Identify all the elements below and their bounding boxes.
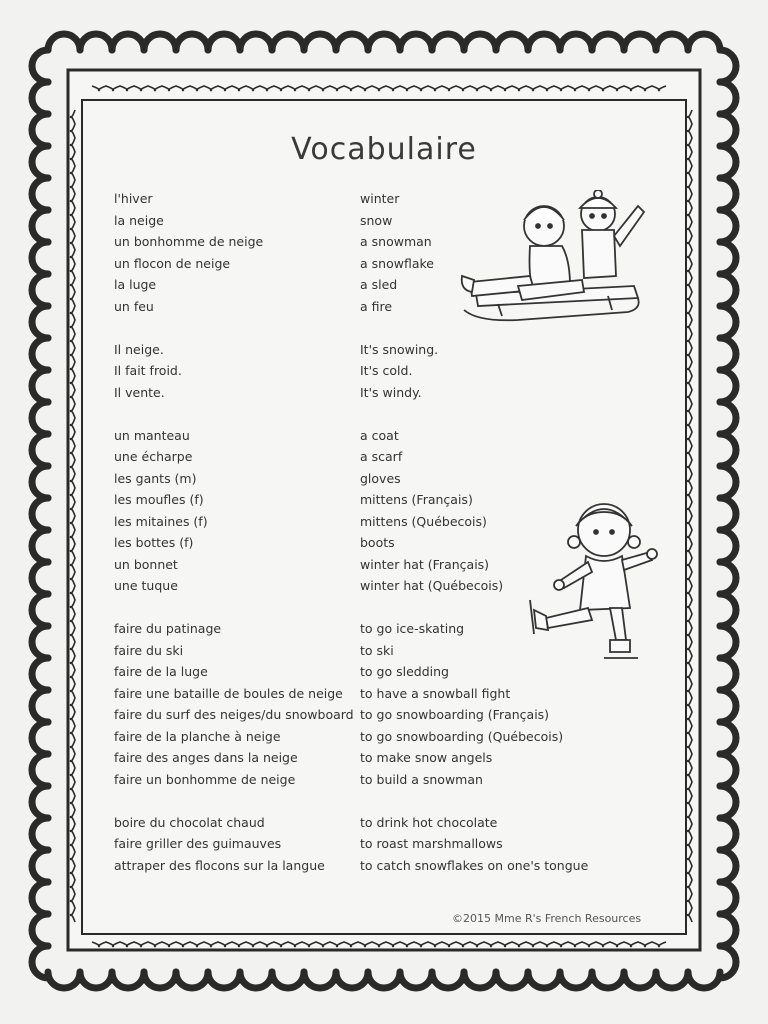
french-term: les gants (m) bbox=[114, 470, 197, 486]
frame-scallop bbox=[32, 402, 48, 434]
frame-scallop bbox=[32, 434, 48, 466]
frame-scallop bbox=[176, 972, 208, 988]
french-term: un feu bbox=[114, 298, 154, 314]
frame-scallop bbox=[176, 34, 208, 50]
english-translation: a sled bbox=[360, 277, 398, 292]
english-translation: winter bbox=[360, 191, 400, 206]
frame-scallop bbox=[720, 306, 736, 338]
french-term: une écharpe bbox=[114, 449, 193, 464]
english-translation: snow bbox=[360, 212, 393, 228]
vocab-row bbox=[114, 382, 634, 404]
frame-scallop bbox=[720, 370, 736, 402]
vocab-row bbox=[114, 812, 634, 834]
english-translation: to build a snowman bbox=[360, 771, 483, 787]
frame-scallop bbox=[32, 690, 48, 722]
frame-scallop bbox=[720, 594, 736, 626]
frame-scallop bbox=[272, 972, 304, 988]
english-translation: to make snow angels bbox=[360, 750, 493, 765]
english-translation: to drink hot chocolate bbox=[360, 814, 498, 830]
frame-scallop bbox=[48, 34, 80, 50]
kids-on-sled-illustration bbox=[458, 190, 650, 330]
english-translation: gloves bbox=[360, 470, 401, 486]
girl-ice-skating-illustration bbox=[526, 490, 660, 668]
copyright-notice: ©2015 Mme R's French Resources bbox=[452, 912, 642, 925]
frame-scallop bbox=[208, 972, 240, 988]
french-term: les mitaines (f) bbox=[114, 513, 208, 529]
french-term: un bonhomme de neige bbox=[114, 234, 264, 249]
frame-scallop bbox=[464, 34, 496, 50]
frame-scallop bbox=[720, 914, 736, 946]
frame-scallop bbox=[688, 34, 720, 50]
french-term: un manteau bbox=[114, 427, 190, 443]
frame-scallop bbox=[592, 34, 624, 50]
vocab-row bbox=[114, 339, 634, 361]
frame-scallop bbox=[368, 972, 400, 988]
frame-scallop bbox=[32, 658, 48, 690]
frame-scallop bbox=[32, 754, 48, 786]
frame-scallop bbox=[368, 34, 400, 50]
french-term: faire un bonhomme de neige bbox=[114, 771, 296, 787]
frame-scallop bbox=[32, 818, 48, 850]
frame-scallop bbox=[624, 972, 656, 988]
frame-scallop bbox=[720, 626, 736, 658]
frame-scallop bbox=[208, 34, 240, 50]
frame-scallop bbox=[32, 626, 48, 658]
french-term: faire de la planche à neige bbox=[114, 728, 281, 744]
frame-scallop bbox=[720, 274, 736, 306]
group-spacer bbox=[114, 403, 634, 425]
french-term: boire du chocolat chaud bbox=[114, 814, 265, 830]
frame-scallop bbox=[720, 562, 736, 594]
frame-scallop bbox=[688, 972, 720, 988]
group-spacer bbox=[114, 790, 634, 812]
french-term: une tuque bbox=[114, 578, 178, 593]
frame-scallop bbox=[720, 178, 736, 210]
english-translation: winter hat (Québecois) bbox=[360, 578, 504, 593]
frame-scallop bbox=[32, 882, 48, 914]
english-translation: to catch snowflakes on one's tongue bbox=[360, 857, 589, 873]
frame-scallop bbox=[720, 498, 736, 530]
frame-scallop bbox=[656, 34, 688, 50]
english-translation: to roast marshmallows bbox=[360, 836, 503, 851]
vocab-row bbox=[114, 704, 634, 726]
frame-scallop bbox=[464, 972, 496, 988]
frame-scallop bbox=[336, 34, 368, 50]
frame-scallop bbox=[720, 402, 736, 434]
frame-scallop bbox=[496, 972, 528, 988]
frame-scallop bbox=[272, 34, 304, 50]
frame-scallop bbox=[400, 34, 432, 50]
french-term: Il vente. bbox=[114, 384, 165, 400]
vocab-row bbox=[114, 360, 634, 382]
french-term: faire de la luge bbox=[114, 664, 208, 679]
frame-scallop bbox=[32, 466, 48, 498]
vocab-row bbox=[114, 855, 634, 877]
frame-scallop bbox=[720, 786, 736, 818]
frame-scallop bbox=[720, 818, 736, 850]
french-term: un flocon de neige bbox=[114, 255, 231, 271]
english-translation: to have a snowball fight bbox=[360, 685, 511, 701]
frame-scallop bbox=[144, 972, 176, 988]
frame-scallop bbox=[528, 34, 560, 50]
vocab-row bbox=[114, 683, 634, 705]
french-term: la luge bbox=[114, 277, 157, 292]
french-term: un bonnet bbox=[114, 556, 178, 572]
english-translation: boots bbox=[360, 535, 395, 550]
frame-scallop bbox=[80, 972, 112, 988]
frame-scallop bbox=[32, 914, 48, 946]
frame-scallop bbox=[720, 50, 736, 82]
frame-scallop bbox=[720, 658, 736, 690]
frame-scallop bbox=[720, 242, 736, 274]
frame-scallop bbox=[240, 34, 272, 50]
french-term: les bottes (f) bbox=[114, 535, 194, 550]
page-title: Vocabulaire bbox=[291, 132, 477, 168]
frame-scallop bbox=[32, 850, 48, 882]
frame-scallop bbox=[560, 34, 592, 50]
frame-scallop bbox=[32, 722, 48, 754]
frame-scallop bbox=[304, 972, 336, 988]
vocab-row bbox=[114, 769, 634, 791]
frame-scallop bbox=[656, 972, 688, 988]
english-translation: to go sledding bbox=[360, 664, 449, 679]
frame-scallop bbox=[528, 972, 560, 988]
frame-scallop bbox=[80, 34, 112, 50]
frame-scallop bbox=[112, 972, 144, 988]
frame-scallop bbox=[32, 210, 48, 242]
frame-scallop bbox=[720, 466, 736, 498]
english-translation: to ski bbox=[360, 642, 394, 658]
frame-scallop bbox=[720, 722, 736, 754]
french-term: faire du surf des neiges/du snowboard bbox=[114, 707, 354, 722]
frame-scallop bbox=[720, 754, 736, 786]
french-term: Il fait froid. bbox=[114, 363, 182, 378]
frame-scallop bbox=[32, 786, 48, 818]
frame-scallop bbox=[32, 274, 48, 306]
frame-scallop bbox=[32, 370, 48, 402]
frame-scallop bbox=[32, 594, 48, 626]
frame-scallop bbox=[240, 972, 272, 988]
frame-scallop bbox=[304, 34, 336, 50]
frame-scallop bbox=[336, 972, 368, 988]
french-term: faire du patinage bbox=[114, 621, 222, 636]
frame-scallop bbox=[32, 178, 48, 210]
frame-scallop bbox=[32, 82, 48, 114]
vocab-row bbox=[114, 468, 634, 490]
vocab-row bbox=[114, 425, 634, 447]
vocab-row bbox=[114, 747, 634, 769]
french-term: l'hiver bbox=[114, 191, 153, 206]
french-term: faire des anges dans la neige bbox=[114, 750, 298, 765]
french-term: la neige bbox=[114, 212, 164, 228]
frame-scallop bbox=[32, 242, 48, 274]
frame-scallop bbox=[720, 82, 736, 114]
frame-scallop bbox=[32, 562, 48, 594]
english-translation: It's cold. bbox=[360, 363, 413, 378]
english-translation: mittens (Québecois) bbox=[360, 513, 487, 529]
english-translation: a snowman bbox=[360, 234, 432, 249]
frame-scallop bbox=[720, 210, 736, 242]
frame-scallop bbox=[720, 530, 736, 562]
english-translation: a scarf bbox=[360, 449, 403, 464]
frame-scallop bbox=[560, 972, 592, 988]
french-term: faire griller des guimauves bbox=[114, 836, 282, 851]
frame-scallop bbox=[720, 690, 736, 722]
vocab-row bbox=[114, 446, 634, 468]
english-translation: It's snowing. bbox=[360, 341, 439, 357]
vocab-row bbox=[114, 726, 634, 748]
frame-scallop bbox=[432, 972, 464, 988]
french-term: faire du ski bbox=[114, 642, 184, 658]
english-translation: to go ice-skating bbox=[360, 621, 465, 636]
frame-scallop bbox=[432, 34, 464, 50]
frame-scallop bbox=[720, 882, 736, 914]
frame-scallop bbox=[720, 338, 736, 370]
french-term: attraper des flocons sur la langue bbox=[114, 857, 325, 873]
frame-scallop bbox=[32, 338, 48, 370]
english-translation: a fire bbox=[360, 298, 393, 314]
french-term: faire une bataille de boules de neige bbox=[114, 685, 343, 701]
english-translation: a snowflake bbox=[360, 255, 434, 271]
french-term: Il neige. bbox=[114, 341, 164, 357]
english-translation: a coat bbox=[360, 427, 399, 443]
frame-scallop bbox=[32, 50, 48, 82]
frame-scallop bbox=[32, 498, 48, 530]
english-translation: It's windy. bbox=[360, 384, 422, 400]
french-term: les moufles (f) bbox=[114, 492, 204, 507]
frame-scallop bbox=[32, 306, 48, 338]
frame-scallop bbox=[720, 434, 736, 466]
frame-scallop bbox=[144, 34, 176, 50]
frame-scallop bbox=[400, 972, 432, 988]
frame-scallop bbox=[112, 34, 144, 50]
frame-scallop bbox=[624, 34, 656, 50]
vocab-row bbox=[114, 833, 634, 855]
frame-scallop bbox=[496, 34, 528, 50]
frame-scallop bbox=[720, 850, 736, 882]
frame-scallop bbox=[48, 972, 80, 988]
frame-scallop bbox=[592, 972, 624, 988]
english-translation: winter hat (Français) bbox=[360, 556, 490, 572]
english-translation: mittens (Français) bbox=[360, 492, 473, 507]
frame-scallop bbox=[32, 530, 48, 562]
english-translation: to go snowboarding (Québecois) bbox=[360, 728, 564, 744]
english-translation: to go snowboarding (Français) bbox=[360, 707, 550, 722]
